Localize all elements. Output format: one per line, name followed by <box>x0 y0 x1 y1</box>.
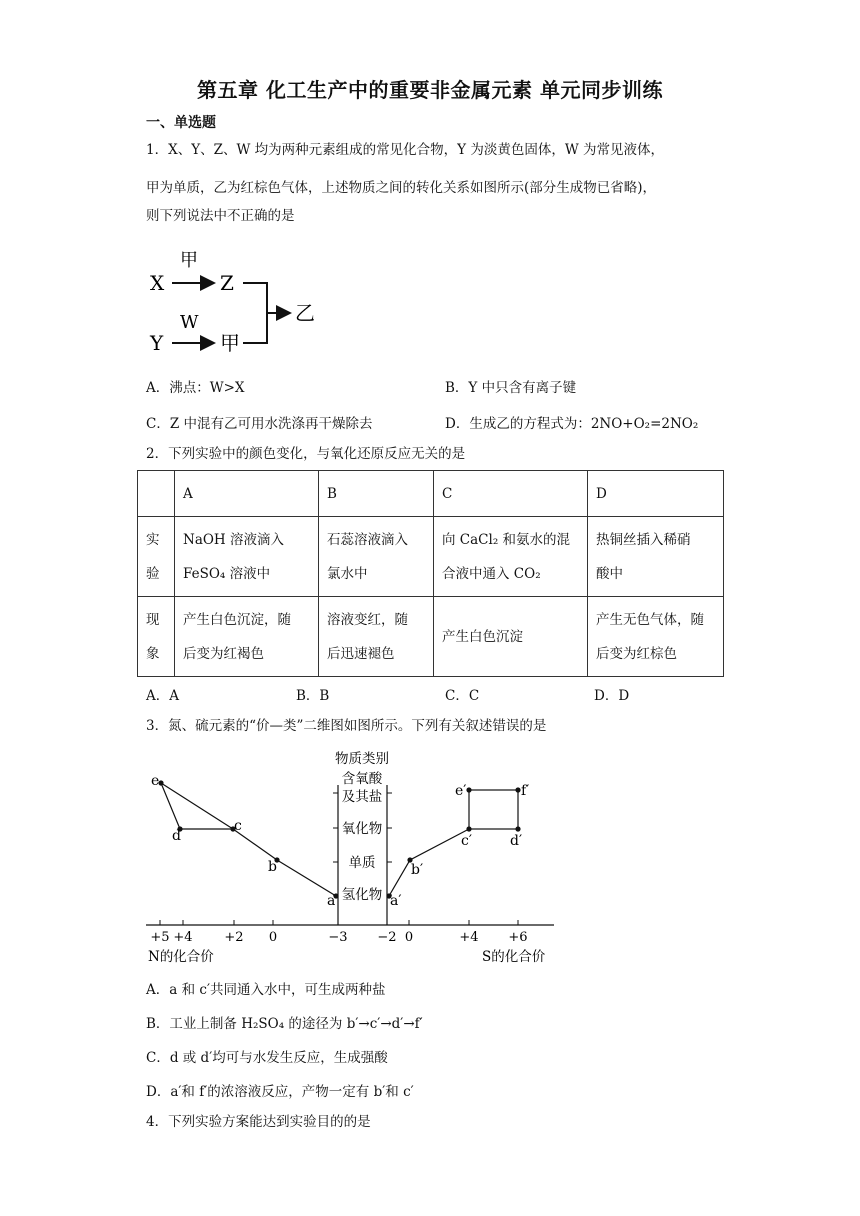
node-yi: 乙 <box>295 301 315 325</box>
table-cell: NaOH 溶液滴入 FeSO₄ 溶液中 <box>175 517 319 597</box>
category-oxide: 氧化物 <box>341 821 383 837</box>
q3-option-d[interactable]: D．a′和 f′的浓溶液反应，产物一定有 b′和 c′ <box>146 1084 414 1100</box>
category-oxyacid: 含氧酸 <box>341 771 383 787</box>
label-n-b: b <box>268 859 277 875</box>
q2-stem: 2．下列实验中的颜色变化，与氧化还原反应无关的是 <box>146 446 466 462</box>
node-jia-bottom: 甲 <box>220 331 240 355</box>
table-header-row <box>138 471 724 517</box>
label-s-a: a′ <box>390 893 402 909</box>
label-s-e: e′ <box>455 783 467 799</box>
category-title: 物质类别 <box>335 751 389 767</box>
table-cell: 石蕊溶液滴入 氯水中 <box>319 517 434 597</box>
table-cell: 产生白色沉淀，随 后变为红褐色 <box>175 597 319 677</box>
label-n-e: e <box>151 773 160 789</box>
category-salt: 及其盐 <box>341 789 383 805</box>
header-cell: C <box>434 471 588 517</box>
s-tick-label: 0 <box>404 930 414 945</box>
row-label-experiment: 实 验 <box>138 517 175 597</box>
section-heading: 一、单选题 <box>146 115 216 131</box>
s-axis-label: S的化合价 <box>482 949 546 965</box>
point-s-c <box>466 826 471 831</box>
table-row-phenomenon <box>138 597 724 677</box>
n-tick-label: −3 <box>328 930 348 945</box>
table-cell: 产生白色沉淀 <box>434 597 588 677</box>
q1-option-d-equation: 2NO+O₂=2NO₂ <box>590 416 699 432</box>
table-row-experiment <box>138 517 724 597</box>
header-cell: B <box>319 471 434 517</box>
table-cell: 产生无色气体，随 后变为红棕色 <box>588 597 724 677</box>
header-cell <box>138 471 175 517</box>
point-s-e <box>466 787 471 792</box>
q2-option-a[interactable]: A．A <box>146 688 179 704</box>
q2-option-c[interactable]: C．C <box>445 688 480 704</box>
label-n-c: c <box>234 818 242 834</box>
point-s-d <box>515 826 520 831</box>
q2-experiment-table <box>137 470 724 677</box>
q3-option-c[interactable]: C．d 或 d′均可与水发生反应，生成强酸 <box>146 1050 388 1066</box>
s-tick-label: −2 <box>377 930 397 945</box>
q3-valence-class-diagram <box>140 745 560 970</box>
q1-transformation-diagram <box>140 240 340 360</box>
q1-option-d-prefix: D．生成乙的方程式为： <box>445 416 591 432</box>
n-tick-label: 0 <box>268 930 278 945</box>
table-cell: 溶液变红，随 后迅速褪色 <box>319 597 434 677</box>
label-n-d: d <box>172 828 181 844</box>
s-tick-label: +6 <box>508 930 528 945</box>
q2-option-d[interactable]: D．D <box>594 688 630 704</box>
node-y: Y <box>150 331 164 355</box>
label-jia-top: 甲 <box>180 250 198 271</box>
row-label-phenomenon: 现 象 <box>138 597 175 677</box>
header-cell: A <box>175 471 319 517</box>
q1-stem-line3: 则下列说法中不正确的是 <box>146 208 295 224</box>
q4-stem: 4．下列实验方案能达到实验目的的是 <box>146 1114 371 1130</box>
q2-option-b[interactable]: B．B <box>296 688 330 704</box>
q1-option-d[interactable] <box>445 412 698 432</box>
node-z: Z <box>220 271 234 295</box>
bracket <box>243 283 267 343</box>
header-cell: D <box>588 471 724 517</box>
label-s-b: b′ <box>411 862 424 878</box>
q3-stem: 3．氮、硫元素的“价—类”二维图如图所示。下列有关叙述错误的是 <box>146 718 547 734</box>
label-w: W <box>180 312 199 333</box>
category-element: 单质 <box>348 855 376 871</box>
q1-stem-line1: 1．X、Y、Z、W 均为两种元素组成的常见化合物，Y 为淡黄色固体，W 为常见液体， <box>146 142 665 158</box>
node-x: X <box>150 271 165 295</box>
n-axis-label: N的化合价 <box>148 949 214 965</box>
n-tick-label: +5 <box>150 930 170 945</box>
q1-option-c[interactable]: C．Z 中混有乙可用水洗涤再干燥除去 <box>146 416 373 432</box>
label-s-d: d′ <box>510 833 523 849</box>
table-cell: 热铜丝插入稀硝 酸中 <box>588 517 724 597</box>
q1-option-a[interactable]: A．沸点：W>X <box>146 380 245 396</box>
point-s-f <box>515 787 520 792</box>
table-cell: 向 CaCl₂ 和氨水的混 合液中通入 CO₂ <box>434 517 588 597</box>
page-title: 第五章 化工生产中的重要非金属元素 单元同步训练 <box>197 78 663 102</box>
q3-option-b[interactable]: B．工业上制备 H₂SO₄ 的途径为 b′→c′→d′→f′ <box>146 1016 423 1032</box>
n-tick-label: +2 <box>224 930 244 945</box>
q1-option-b[interactable]: B．Y 中只含有离子键 <box>445 380 577 396</box>
category-hydride: 氢化物 <box>341 887 383 903</box>
s-tick-label: +4 <box>459 930 479 945</box>
q3-option-a[interactable]: A．a 和 c′共同通入水中，可生成两种盐 <box>146 982 386 998</box>
label-s-f: f′ <box>521 783 530 799</box>
q1-stem-line2: 甲为单质，乙为红棕色气体，上述物质之间的转化关系如图所示(部分生成物已省略)， <box>146 180 657 196</box>
label-n-a: a <box>327 893 336 909</box>
label-s-c: c′ <box>461 833 473 849</box>
n-tick-label: +4 <box>173 930 193 945</box>
